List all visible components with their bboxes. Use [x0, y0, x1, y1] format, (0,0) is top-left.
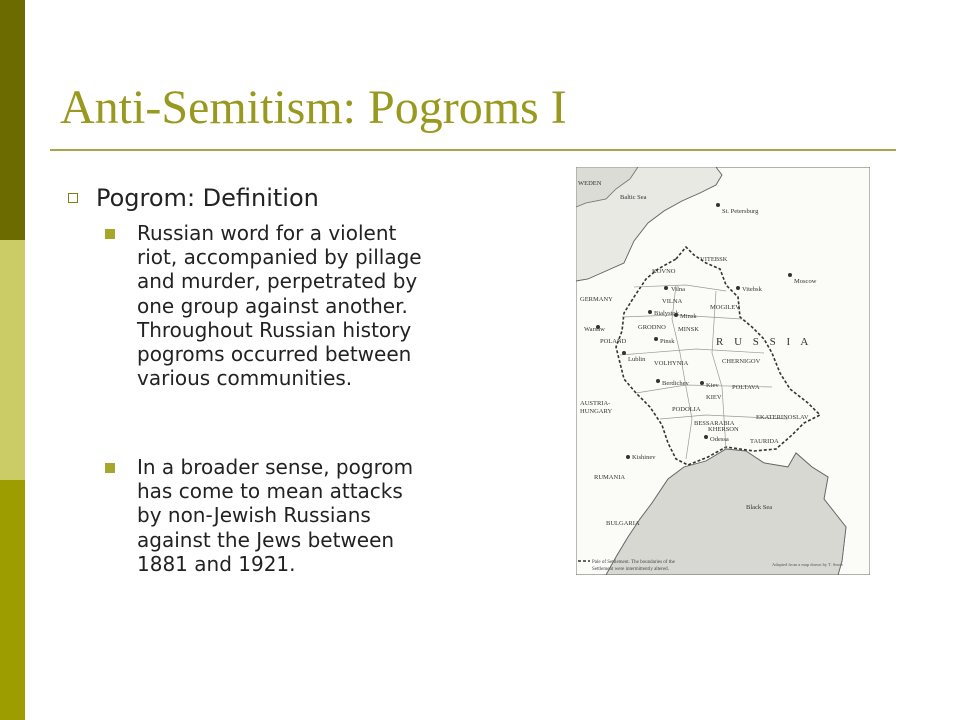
- map-label-baltic-sea: Baltic Sea: [620, 194, 647, 201]
- map-label-vilna-city: Vilna: [671, 286, 686, 293]
- sub-bullet-broader-sense: [105, 455, 525, 576]
- text-line: Throughout Russian history: [137, 317, 412, 342]
- map-label-berdichev: Berdichev: [662, 380, 689, 387]
- text-line: riot, accompanied by pillage: [137, 245, 422, 270]
- map-label-podolia: PODOLIA: [672, 406, 701, 413]
- bullet-heading: Pogrom: Definition: [96, 184, 319, 212]
- map-label-taurida: TAURIDA: [750, 438, 779, 445]
- map-label-kiev-province: KIEV: [706, 394, 722, 401]
- text-line: pogroms occurred between: [137, 342, 412, 367]
- sub-bullet-text: [137, 221, 525, 390]
- map-label-vitebsk-city: Vitebsk: [742, 286, 762, 293]
- map-label-moscow: Moscow: [794, 278, 817, 285]
- map-label-vitebsk-province: VITEBSK: [700, 256, 728, 263]
- map-label-kiev-city: Kiev: [706, 382, 719, 389]
- map-label-grodno: GRODNO: [638, 324, 666, 331]
- map-credit: Adapted from a map drawn by T. Snow: [772, 562, 844, 567]
- sub-bullet-definition: [105, 221, 525, 390]
- title-divider: [50, 149, 896, 151]
- map-label-minsk-province: MINSK: [678, 326, 699, 333]
- square-marker-icon: [105, 229, 115, 239]
- text-line: by non-Jewish Russians: [137, 503, 371, 528]
- map-label-hungary: HUNGARY: [580, 408, 613, 415]
- map-label-st-petersburg: St. Petersburg: [722, 208, 759, 215]
- map-label-minsk-city: Minsk: [680, 313, 697, 320]
- map-label-bessarabia: BESSARABIA: [694, 420, 735, 427]
- map-label-poland: POLAND: [600, 338, 627, 345]
- map-label-volhynia: VOLHYNIA: [654, 360, 689, 367]
- map-label-germany: GERMANY: [580, 296, 613, 303]
- pale-of-settlement-map: [576, 167, 870, 575]
- map-label-russia: R U S S I A: [716, 336, 813, 348]
- map-label-vilna-province: VILNA: [662, 298, 683, 305]
- map-label-pinsk: Pinsk: [660, 338, 675, 345]
- map-legend-line2: Settlement were intermittently altered.: [592, 567, 669, 572]
- map-legend-line1: Pale of Settlement. The boundaries of the: [592, 560, 675, 565]
- text-line: In a broader sense, pogrom: [137, 455, 414, 479]
- sub-bullet-text: [137, 455, 525, 576]
- map-label-mogilev: MOGILEV: [710, 304, 740, 311]
- square-marker-icon: [105, 463, 115, 473]
- map-label-sweden: WEDEN: [578, 180, 602, 187]
- map-label-bialystok: Bialystok: [654, 310, 679, 317]
- text-line: has come to mean attacks: [137, 479, 403, 504]
- sidebar-mid-band: [0, 480, 25, 720]
- map-label-black-sea: Black Sea: [746, 504, 773, 511]
- sidebar-light-band: [0, 240, 25, 480]
- map-label-kherson: KHERSON: [708, 426, 739, 433]
- sidebar-dark-band: [0, 0, 25, 240]
- text-line: and murder, perpetrated by: [137, 269, 418, 294]
- map-label-odessa: Odessa: [710, 436, 729, 443]
- map-label-warsaw: Warsaw: [584, 326, 605, 333]
- map-label-kovno: KOVNO: [652, 268, 676, 275]
- text-line: against the Jews between: [137, 527, 395, 552]
- map-label-chernigov: CHERNIGOV: [722, 358, 761, 365]
- text-line: various communities.: [137, 366, 353, 391]
- map-label-austria: AUSTRIA-: [580, 400, 611, 407]
- map-label-kishinev: Kishinev: [632, 454, 656, 461]
- slide-title: Anti-Semitism: Pogroms I: [60, 81, 567, 134]
- map-label-ekaterinoslav: EKATERINOSLAV: [756, 414, 809, 421]
- map-label-lublin: Lublin: [628, 356, 646, 363]
- map-label-poltava: POLTAVA: [732, 384, 760, 391]
- map-label-bulgaria: BULGARIA: [606, 520, 640, 527]
- text-line: Russian word for a violent: [137, 221, 397, 245]
- text-line: one group against another.: [137, 293, 408, 318]
- text-line: 1881 and 1921.: [137, 551, 296, 576]
- map-label-rumania: RUMANIA: [594, 474, 626, 481]
- sidebar-stripe: [0, 0, 25, 720]
- square-bullet-icon: [68, 193, 78, 203]
